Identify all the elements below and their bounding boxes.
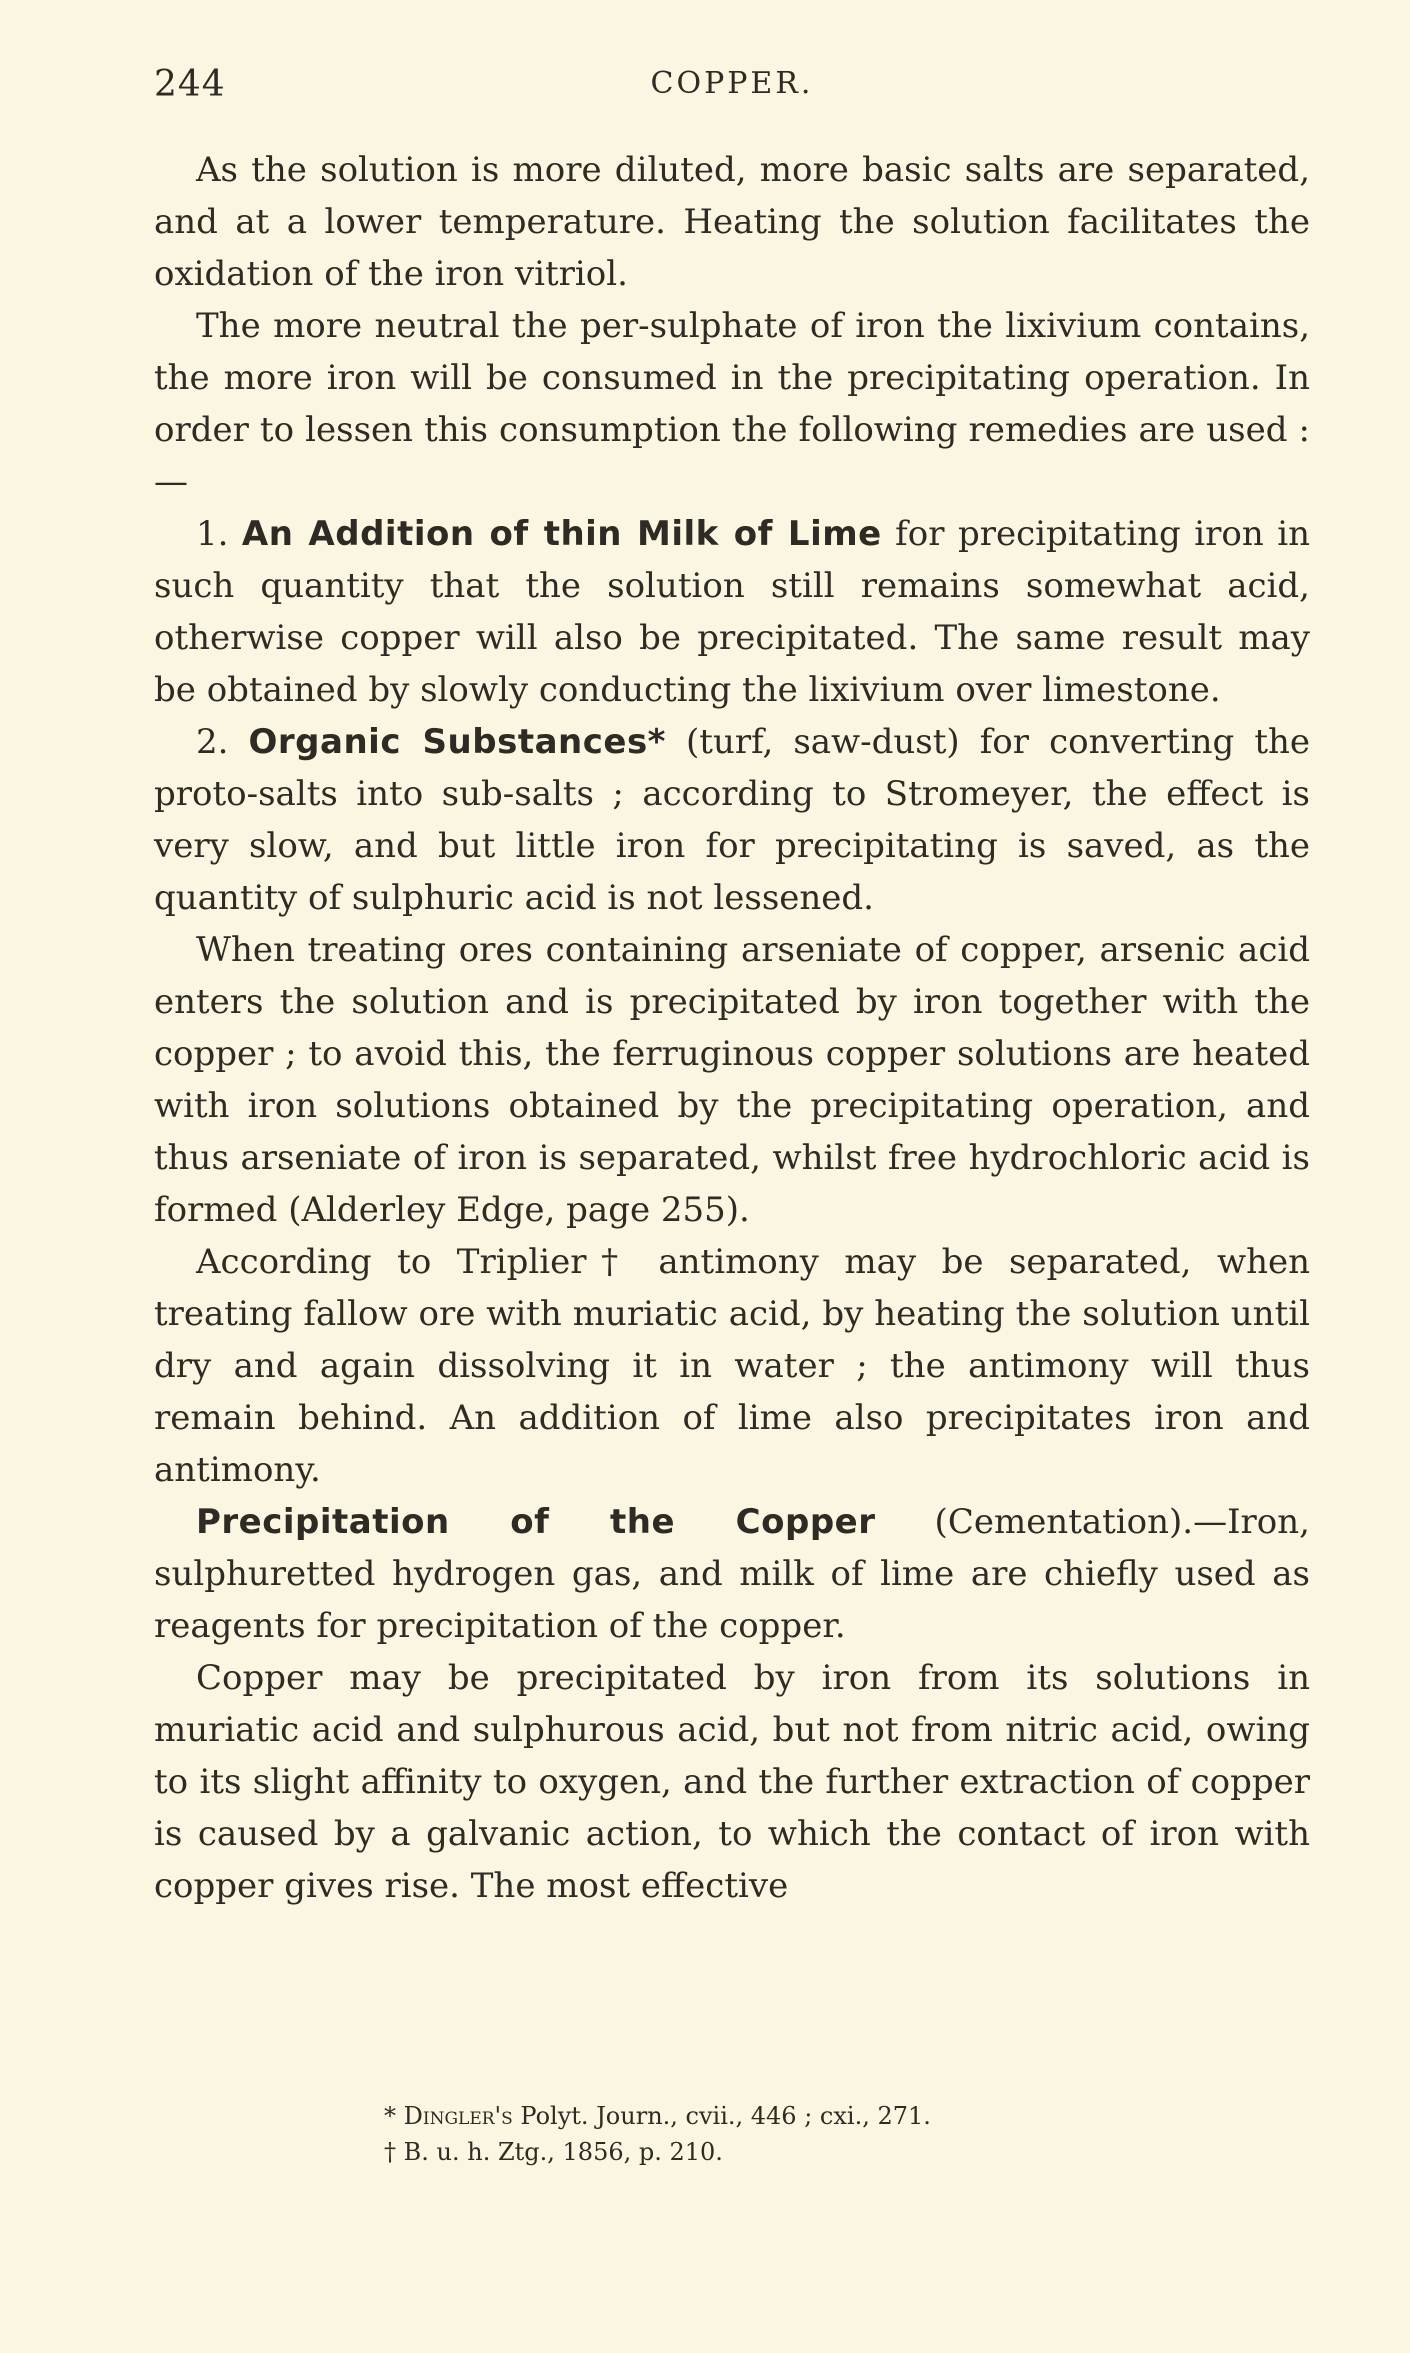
paragraph-text: As the solution is more diluted, more basic salts are separated, and at a lower temperature. Heating the solution facilitates the oxidation of the iron vitriol. [154, 150, 1310, 294]
running-title: COPPER. [650, 66, 814, 101]
paragraph-neutral-persulphate [154, 300, 1310, 508]
body-text [154, 144, 1310, 1912]
section-heading: Precipitation of the Copper [196, 1502, 876, 1542]
page-number: 244 [154, 64, 226, 105]
footnote-dingler [154, 2098, 1310, 2134]
item-heading: An Addition of thin Milk of Lime [241, 514, 882, 554]
footnote-source: Dingler's [403, 2102, 513, 2130]
paragraph-dilution [154, 144, 1310, 300]
item-heading: Organic Substances* [248, 722, 666, 762]
footnote-ztg [154, 2134, 1310, 2170]
item-number: 1. [196, 514, 229, 554]
paragraph-text: The more neutral the per-sulphate of iron the lixivium contains, the more iron will be consumed in the precipitating operation. In order to lessen this consumption the following remedies are used :— [154, 306, 1310, 502]
footnote-mark: * [384, 2102, 396, 2130]
footnote-text: B. u. h. Ztg., 1856, p. 210. [396, 2138, 723, 2166]
paragraph-text: for precipitating iron in such quantity that the solution still remains somewhat acid, otherwise copper will also be precipitated. The same result may be obtained by slowly conducting the lixivium over limestone. [154, 514, 1310, 710]
paragraph-text: Copper may be precipitated by iron from its solutions in muriatic acid and sulphurous acid, but not from nitric acid, owing to its slight affinity to oxygen, and the further extraction of copper is caused by a galvanic action, to which the contact of iron with copper gives rise. The most effective [154, 1658, 1310, 1906]
item-number: 2. [196, 722, 229, 762]
paragraph-arseniate [154, 924, 1310, 1236]
paragraph-text: (turf, saw-dust) for converting the proto-salts into sub-salts ; according to Stromeyer, the effect is very slow, and but little iron for precipitating is saved, as the quantity of sulphuric acid is not lessened. [154, 722, 1311, 918]
footnote-mark: † [384, 2138, 396, 2166]
paragraph-remedy-organic-substances [154, 716, 1310, 924]
paragraph-copper-by-iron [154, 1652, 1310, 1912]
paragraph-antimony [154, 1236, 1310, 1496]
paragraph-text: (Cementation).—Iron, sulphuretted hydrogen gas, and milk of lime are chiefly used as reagents for precipitation of the copper. [154, 1502, 1310, 1646]
paragraph-remedy-milk-of-lime [154, 508, 1310, 716]
footnotes [154, 2098, 1310, 2170]
footnote-text: Polyt. Journ., cvii., 446 ; cxi., 271. [512, 2102, 931, 2130]
paragraph-precipitation [154, 1496, 1310, 1652]
paragraph-text: When treating ores containing arseniate of copper, arsenic acid enters the solution and is precipitated by iron together with the copper ; to avoid this, the ferruginous copper solutions are heated with iron solutions obtained by the precipitating operation, and thus arseniate of iron is separated, whilst free hydrochloric acid is formed (Alderley Edge, page 255). [154, 930, 1310, 1230]
page-header [154, 64, 1310, 104]
paragraph-text: According to Triplier† antimony may be separated, when treating fallow ore with muriatic acid, by heating the solution until dry and again dissolving it in water ; the antimony will thus remain behind. An addition of lime also precipitates iron and antimony. [154, 1242, 1310, 1490]
